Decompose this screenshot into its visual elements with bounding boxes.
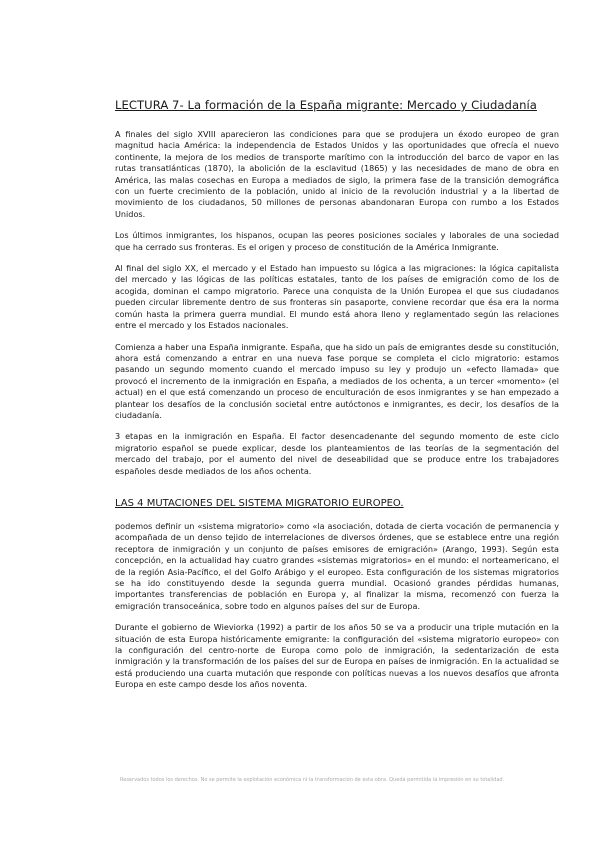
paragraph-2: Los últimos inmigrantes, los hispanos, ocupan las peores posiciones sociales y laborales de una sociedad que ha cerrado sus fronteras. Es el origen y proceso de constitución de la América Inmigrante. bbox=[115, 230, 559, 252]
document-title: LECTURA 7- La formación de la España migrante: Mercado y Ciudadanía bbox=[115, 98, 537, 112]
section-paragraph-2: Durante el gobierno de Wieviorka (1992) a partir de los años 50 se va a producir una triple mutación en la situación de esta Europa históricamente emigrante: la configuración del «sistema migratorio europeo» con la configuración del centro-norte de Europa como polo de inmigración, la sedentarización de esta inmigración y la transformación de los países del sur de Europa en países de inmigración. En la actualidad se está produciendo una cuarta mutación que responde con políticas nuevas a los nuevos desafíos que afronta Europa en este campo desde los años noventa. bbox=[115, 622, 559, 690]
paragraph-4: Comienza a haber una España inmigrante. España, que ha sido un país de emigrantes desde su constitución, ahora está comenzando a entrar en una nueva fase porque se completa el ciclo migratorio: estamos pasando un segundo momento cuando el mercado impuso su ley y produjo un «efecto llamada» que provocó el incremento de la inmigración en España, a mediados de los ochenta, a un tercer «momento» (el actual) en el que está comenzando un proceso de enculturación de esos inmigrantes y se han empezado a plantear los desafíos de la conclusión societal entre autóctonos e inmigrantes, es decir, los desafíos de la ciudadanía. bbox=[115, 341, 559, 420]
paragraph-3: Al final del siglo XX, el mercado y el Estado han impuesto su lógica a las migraciones: la lógica capitalista del mercado y las lógicas de las políticas estatales, tanto de los países de emigración como de los de acogida, dominan el campo migratorio. Parece una conquista de la Unión Europea el que sus ciudadanos pueden circular libremente dentro de sus fronteras sin pasaporte, conviene recordar que ésa era la norma común hasta la primera guerra mundial. El mundo está ahora lleno y reglamentado según las relaciones entre el mercado y los Estados nacionales. bbox=[115, 263, 559, 331]
section-paragraph-1: podemos definir un «sistema migratorio» como «la asociación, dotada de cierta vocación de permanencia y acompañada de un denso tejido de interrelaciones de diversos órdenes, que se establece entre una región receptora de inmigración y un conjunto de países emisores de emigración» (Arango, 1993). Según esta concepción, en la actualidad hay cuatro grandes «sistemas migratorios» en el mundo: el norteamericano, el de la región Asia-Pacífico, el del Golfo Arábigo y el europeo. Esta configuración de los sistemas migratorios se ha ido constituyendo desde la segunda guerra mundial. Ocasionó grandes pérdidas humanas, importantes transferencias de población en Europa y, al finalizar la misma, recomenzó con fuerza la emigración transoceánica, sobre todo en algunos países del sur de Europa. bbox=[115, 520, 559, 611]
document-page bbox=[115, 98, 559, 701]
footer-notice: Reservados todos los derechos. No se permite la explotación económica ni la transformación de esta obra. Queda permitida la impresión en su totalidad. bbox=[120, 777, 505, 783]
paragraph-5: 3 etapas en la inmigración en España. El factor desencadenante del segundo momento de este ciclo migratorio español se puede explicar, desde los planteamientos de las teorías de la segmentación del mercado del trabajo, por el aumento del nivel de deseabilidad que se produce entre los trabajadores españoles desde mediados de los años ochenta. bbox=[115, 431, 559, 476]
paragraph-1: A finales del siglo XVIII aparecieron las condiciones para que se produjera un éxodo europeo de gran magnitud hacia América: la independencia de Estados Unidos y las oportunidades que ofrecía el nuevo continente, la mejora de los medios de transporte marítimo con la introducción del barco de vapor en las rutas transatlánticas (1870), la abolición de la esclavitud (1865) y las necesidades de mano de obra en América, las malas cosechas en Europa a mediados de siglo, la primera fase de la transición demográfica con un fuerte crecimiento de la población, unido al inicio de la revolución industrial y a la libertad de movimiento de los ciudadanos, 50 millones de personas abandonaran Europa con rumbo a los Estados Unidos. bbox=[115, 129, 559, 219]
section-heading: LAS 4 MUTACIONES DEL SISTEMA MIGRATORIO EUROPEO. bbox=[115, 497, 404, 509]
